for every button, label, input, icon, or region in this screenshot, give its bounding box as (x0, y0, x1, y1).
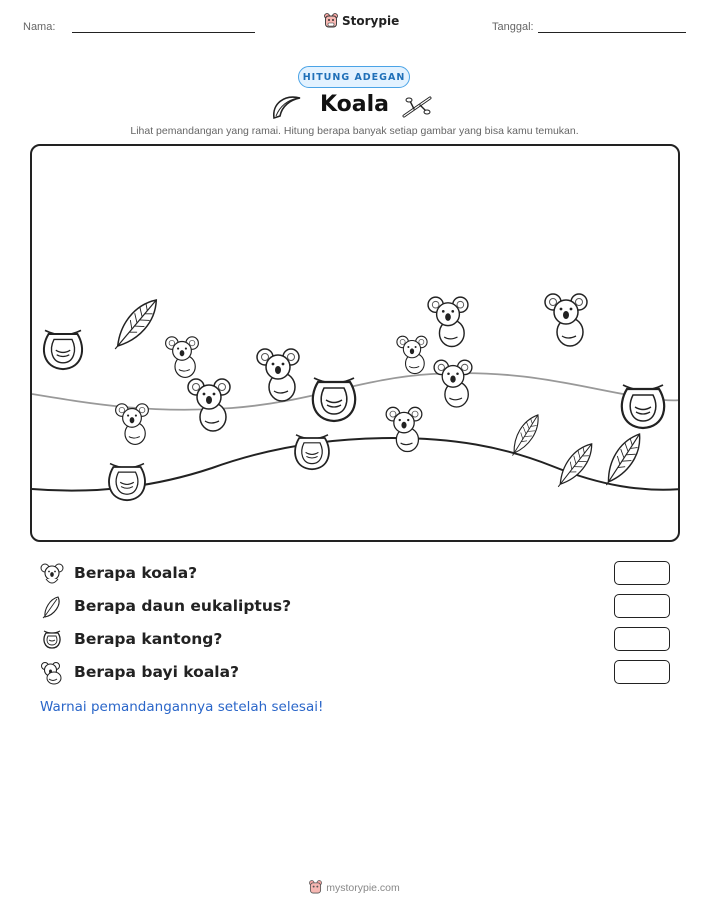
answer-box[interactable] (614, 660, 670, 684)
question-row-baby-koala (40, 661, 670, 687)
question-text: Berapa daun eukaliptus? (74, 597, 292, 615)
eucalyptus-leaf (599, 429, 648, 490)
background-branch (32, 373, 680, 410)
name-label: Nama: (23, 21, 56, 33)
instructions: Lihat pemandangan yang ramai. Hitung berapa banyak setiap gambar yang bisa kamu temukan. (130, 125, 579, 137)
footer (0, 880, 709, 895)
koala (188, 379, 230, 431)
question-text: Berapa koala? (74, 564, 198, 582)
koala (428, 297, 468, 346)
brand-name: Storypie (342, 14, 400, 28)
branch-icon (400, 92, 436, 122)
storypie-mascot-icon (309, 880, 322, 895)
storypie-mascot-icon (324, 13, 338, 29)
brand-logo (324, 13, 399, 29)
question-row-pouch (40, 628, 670, 654)
footer-link[interactable]: mystorypie.com (326, 881, 400, 894)
pouch (622, 385, 664, 428)
baby-koala (397, 336, 427, 373)
pouch (44, 330, 82, 369)
eucalyptus-leaf-icon (40, 595, 64, 619)
baby-koala (166, 337, 199, 378)
pouch (295, 435, 329, 469)
baby-koala (116, 404, 149, 445)
pouch (313, 378, 355, 421)
baby-koala-icon (40, 661, 64, 685)
koala (257, 349, 299, 401)
name-field[interactable] (72, 32, 255, 33)
koala (386, 407, 422, 451)
pouch-icon (40, 628, 64, 652)
coloring-note: Warnai pemandangannya setelah selesai! (40, 699, 324, 715)
question-row-koala (40, 562, 670, 588)
question-row-eucalyptus-leaf (40, 595, 670, 621)
counting-scene (30, 144, 680, 542)
eucalyptus-leaf (108, 294, 164, 356)
answer-box[interactable] (614, 594, 670, 618)
section-badge: HITUNG ADEGAN (298, 66, 410, 88)
question-text: Berapa bayi koala? (74, 663, 240, 681)
date-field[interactable] (538, 32, 686, 33)
eucalyptus-leaf (552, 439, 599, 492)
date-label: Tanggal: (492, 21, 534, 33)
question-text: Berapa kantong? (74, 630, 223, 648)
page-title: Koala (319, 92, 389, 117)
koala (545, 294, 587, 346)
koala-icon (40, 562, 64, 586)
answer-box[interactable] (614, 561, 670, 585)
pouch (109, 464, 145, 501)
koala (434, 360, 472, 407)
answer-box[interactable] (614, 627, 670, 651)
